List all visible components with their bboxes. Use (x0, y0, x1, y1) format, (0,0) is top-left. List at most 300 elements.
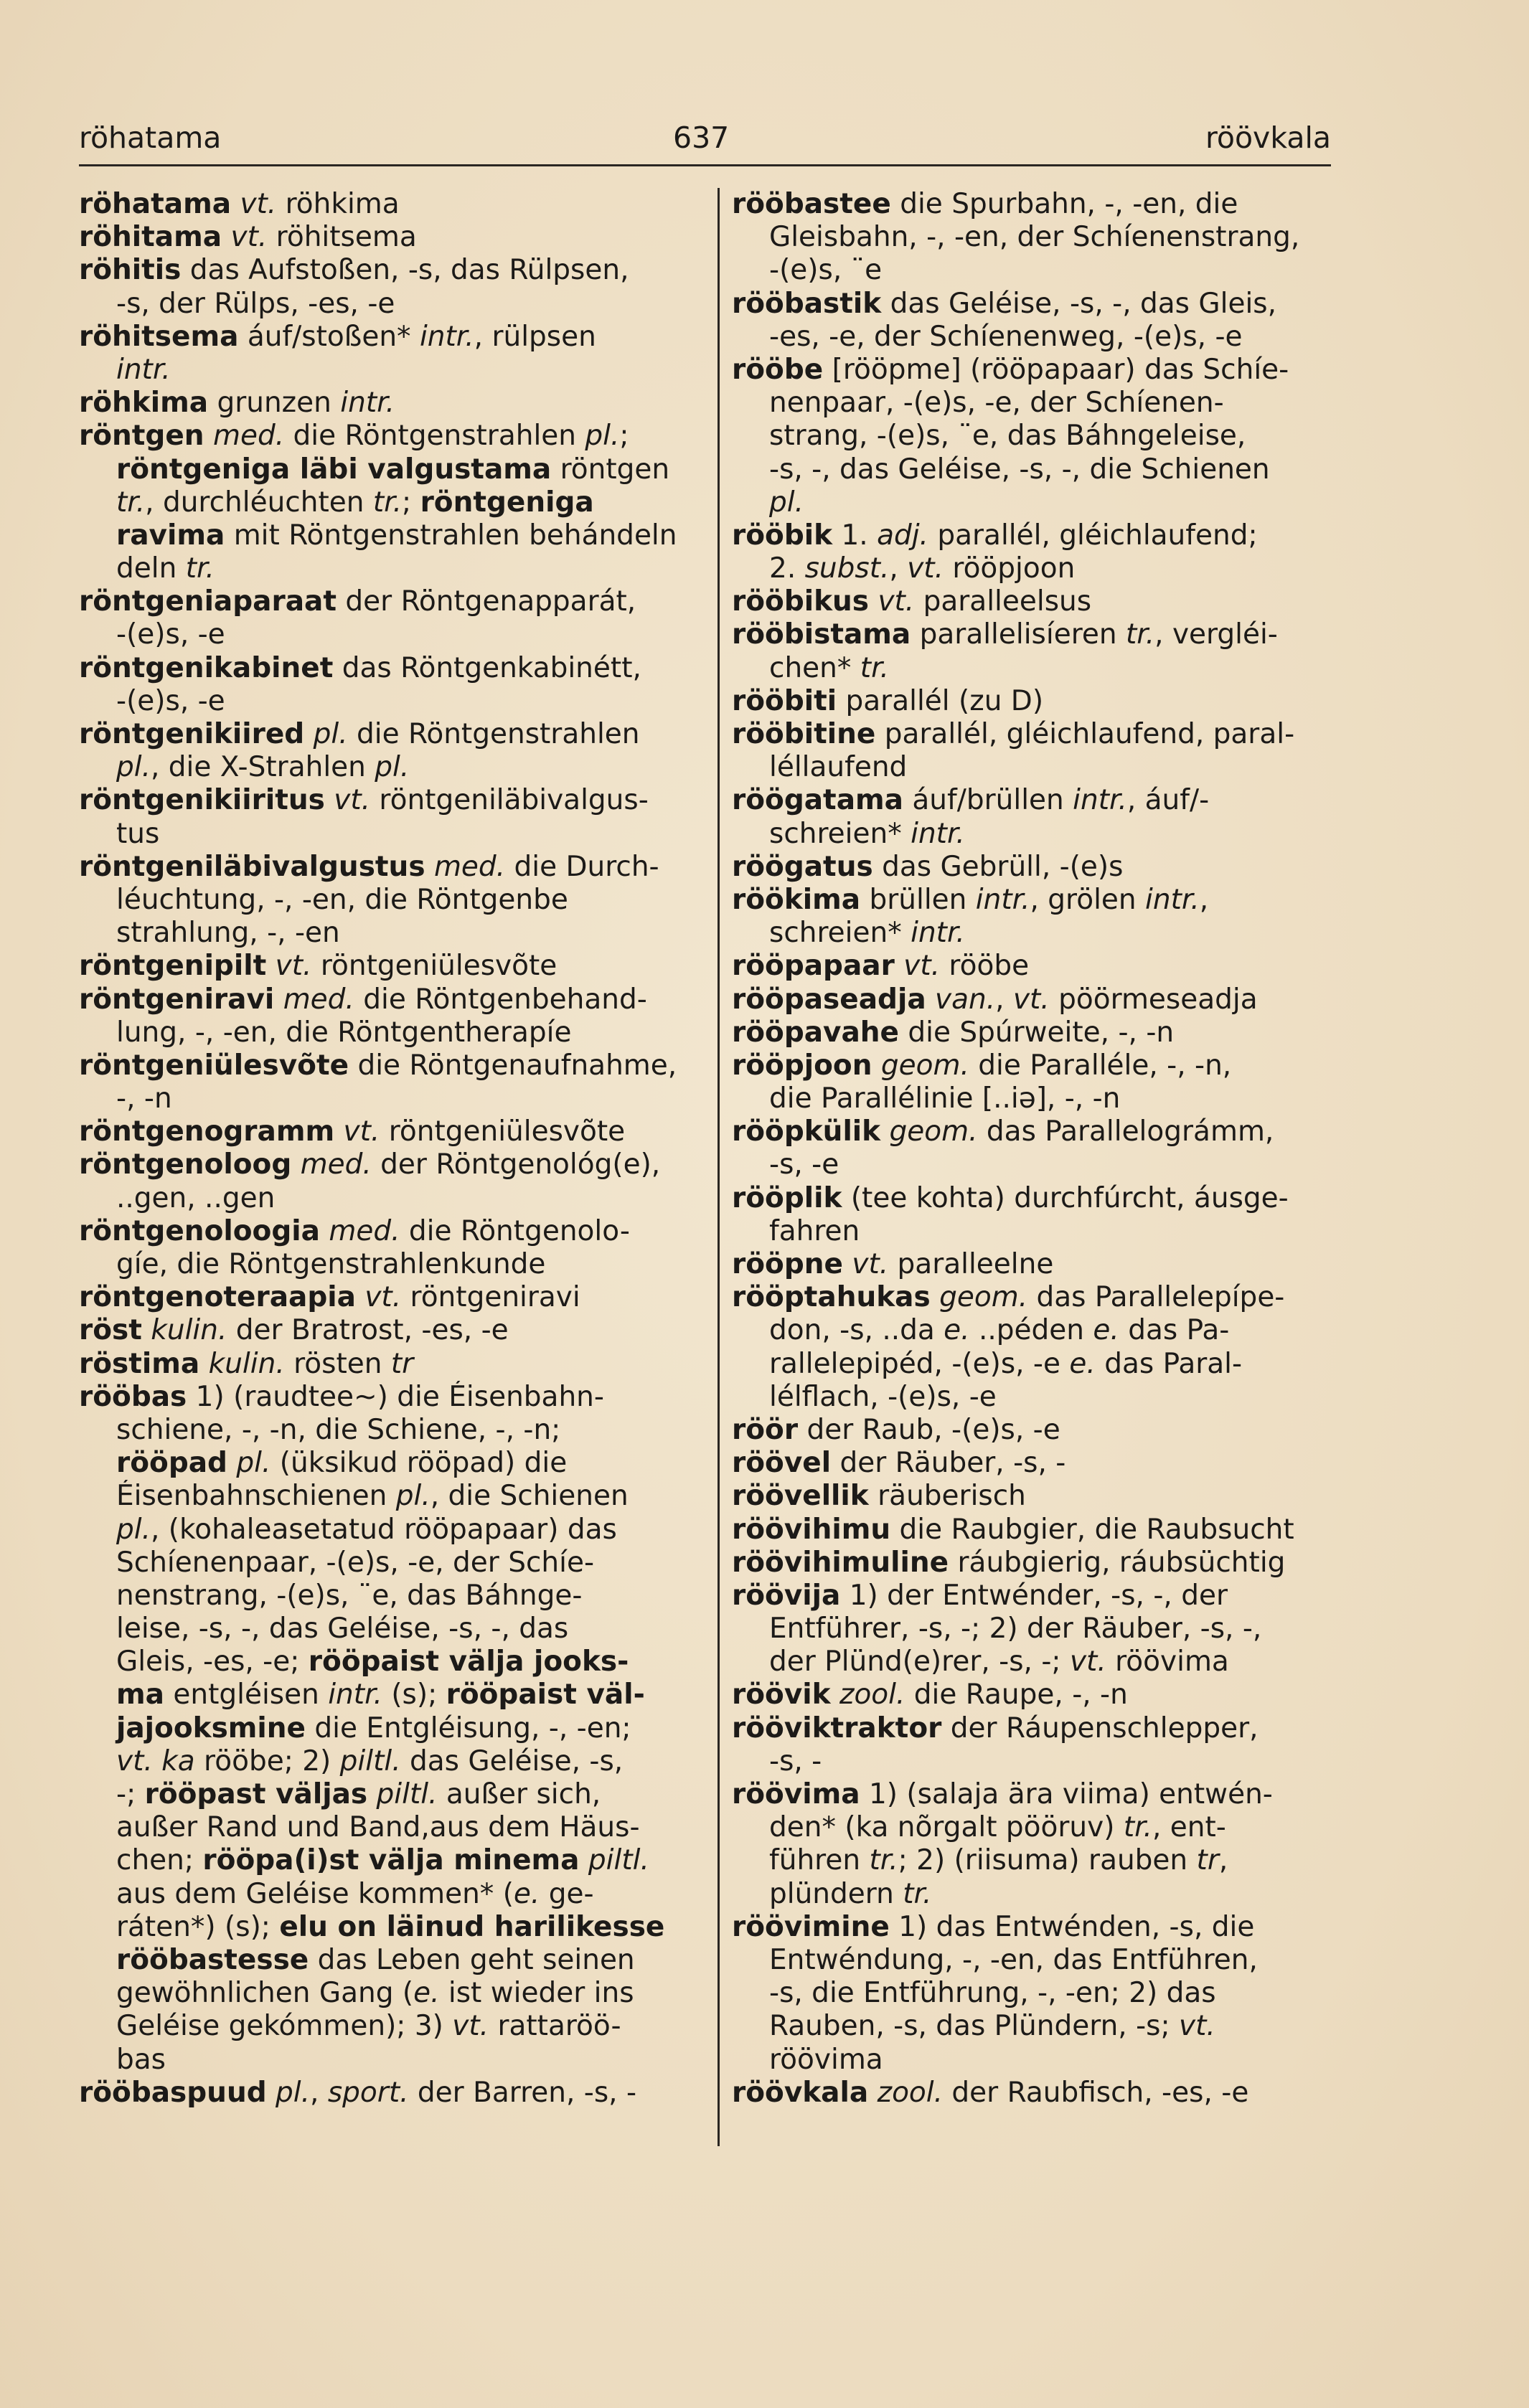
definition-text: das Pa- (1119, 1314, 1230, 1347)
definition-text (880, 1115, 889, 1148)
headword: röövija (732, 1579, 841, 1612)
entry-line (79, 1778, 687, 1811)
entry-line (732, 453, 1332, 486)
headword: röst (79, 1314, 142, 1347)
entry-line (732, 818, 1332, 851)
grammar-label: van. (935, 983, 996, 1016)
grammar-label: med. (212, 420, 285, 453)
grammar-label: intr. (1145, 883, 1200, 916)
headword: rööbiti (732, 684, 837, 717)
grammar-label: pl. (236, 1447, 271, 1480)
grammar-label: intr. (911, 917, 965, 950)
entry-line (79, 486, 687, 519)
grammar-label: vt. (1179, 2010, 1215, 2043)
entry-line (732, 519, 1332, 552)
definition-text (931, 1281, 939, 1313)
grammar-label: vt. (452, 2010, 489, 2043)
definition-text: paralleelsus (914, 585, 1092, 618)
definition-text: lung, -, -en, die Röntgentherapíe (116, 1016, 572, 1049)
right-guide-word: röövkala (1205, 121, 1331, 155)
grammar-label: pl. (116, 1513, 151, 1546)
definition-text (367, 1778, 376, 1810)
headword: ma (116, 1678, 164, 1711)
entry-line (732, 652, 1332, 685)
definition-text (231, 188, 240, 220)
entry-line (732, 1049, 1332, 1082)
entry-line (732, 1646, 1332, 1678)
grammar-label: vt. (364, 1281, 402, 1314)
grammar-label: vt. (903, 950, 941, 983)
entry-line (79, 1712, 687, 1745)
headword: röhitama (79, 221, 222, 254)
definition-text: gíe, die Röntgenstrahlenkunde (116, 1248, 546, 1280)
definition-text: [rööpme] (rööpapaar) das Schíe- (823, 353, 1289, 386)
definition-text: Geléise gekómmen); 3) (116, 2010, 453, 2043)
entry-line (79, 1016, 687, 1049)
definition-text (325, 784, 334, 816)
entry-line (732, 851, 1332, 884)
grammar-label: pl. (313, 718, 348, 750)
column-divider (718, 188, 720, 2146)
entry-line (732, 1977, 1332, 2010)
definition-text (334, 1115, 343, 1148)
definition-text: der Barren, -s, - (408, 2076, 637, 2109)
definition-text: tus (116, 817, 160, 850)
headword: rööviktraktor (732, 1711, 942, 1744)
headword: röövik (732, 1678, 831, 1711)
definition-text (222, 221, 230, 253)
entry-line (79, 1514, 687, 1547)
headword: rööbik (732, 519, 833, 552)
header-rule (79, 164, 1331, 166)
definition-text: 1. (832, 519, 878, 552)
definition-text: Gleisbahn, -, -en, der Schíenenstrang, (769, 221, 1300, 254)
entry-line (79, 618, 687, 651)
entry-line (79, 1115, 687, 1148)
definition-text (204, 420, 213, 452)
entry-line (732, 420, 1332, 453)
grammar-label: tr. (185, 552, 215, 585)
definition-text: den* (ka nõrgalt pööruv) (769, 1811, 1124, 1844)
entry-line (79, 652, 687, 685)
definition-text: der Plünd(e)rer, -s, -; (769, 1646, 1070, 1678)
grammar-label: tr (1196, 1844, 1219, 1877)
definition-text: der Räuber, -s, - (831, 1447, 1066, 1480)
definition-text: röntgeniravi (401, 1281, 580, 1314)
entry-line (79, 221, 687, 254)
grammar-label: vt. ka (116, 1744, 195, 1777)
definition-text: , (1218, 1844, 1228, 1877)
definition-text: strahlung, -, -en (116, 917, 340, 950)
headword: röövihimu (732, 1513, 891, 1546)
entry-line (79, 288, 687, 321)
headword: röövimine (732, 1910, 890, 1943)
definition-text: schreien* (769, 917, 911, 950)
grammar-label: tr. (1126, 618, 1155, 651)
grammar-label: med. (300, 1148, 372, 1181)
grammar-label: pl. (395, 1480, 431, 1513)
definition-text: die Spúrweite, -, -n (899, 1016, 1175, 1049)
grammar-label: vt. (1012, 983, 1050, 1016)
headword: röövel (732, 1447, 832, 1480)
entry-line (79, 1381, 687, 1414)
entry-line (732, 585, 1332, 618)
headword: rööpne (732, 1248, 843, 1280)
headword: rööptahukas (732, 1281, 931, 1314)
headword: rööbistama (732, 618, 911, 651)
entry-line (79, 1049, 687, 1082)
left-column (79, 188, 687, 2146)
entry-line (79, 718, 687, 751)
definition-text: der Röntgenapparát, (337, 585, 636, 618)
definition-text: bas (116, 2043, 166, 2076)
definition-text: das Leben geht seinen (309, 1943, 635, 1976)
entry-line (732, 288, 1332, 321)
grammar-label: zool. (839, 1678, 905, 1711)
grammar-label: intr. (911, 817, 965, 850)
grammar-label: vt. (230, 221, 268, 254)
entry-line (732, 1182, 1332, 1215)
grammar-label: intr. (1073, 784, 1127, 817)
entry-line (79, 1148, 687, 1181)
headword: rööpaseadja (732, 983, 926, 1016)
entry-line (79, 453, 687, 486)
definition-text: , vergléi- (1154, 618, 1278, 651)
grammar-label: intr. (975, 883, 1030, 916)
entry-line (79, 1844, 687, 1877)
entry-line (732, 917, 1332, 950)
entry-line (732, 1381, 1332, 1414)
definition-text (291, 1148, 300, 1181)
entry-line (79, 552, 687, 585)
definition-text: röövima (1106, 1646, 1229, 1678)
entry-line (79, 1878, 687, 1911)
definition-text: paralleelne (888, 1248, 1054, 1280)
definition-text: Entführer, -s, -; 2) der Räuber, -s, -, (769, 1613, 1262, 1646)
definition-text: 1) das Entwénden, -s, die (889, 1910, 1255, 1943)
entry-line (732, 1547, 1332, 1580)
definition-text (304, 718, 313, 750)
headword: röhitis (79, 254, 182, 287)
entry-line (732, 1447, 1332, 1480)
entry-line (732, 1580, 1332, 1613)
entry-line (732, 2044, 1332, 2077)
grammar-label: intr. (328, 1678, 382, 1711)
entry-line (732, 751, 1332, 784)
definition-text: , (kohaleasetatud rööpapaar) das (151, 1513, 617, 1546)
grammar-label: vt. (343, 1115, 380, 1148)
entry-line (732, 1778, 1332, 1811)
headword: röntgeniläbivalgustus (79, 850, 425, 883)
entry-line (732, 718, 1332, 751)
headword: röntgeniravi (79, 983, 275, 1016)
definition-text (869, 585, 878, 618)
entry-line (732, 1215, 1332, 1248)
definition-text: die Spurbahn, -, -en, die (890, 188, 1238, 220)
definition-text: -s, der Rülps, -es, -e (116, 287, 395, 320)
entry-line (732, 188, 1332, 221)
definition-text: röntgen (551, 453, 670, 486)
definition-text (872, 1049, 880, 1082)
definition-text: röövima (769, 2043, 883, 2076)
grammar-label: med. (329, 1214, 400, 1247)
entry-line (79, 950, 687, 983)
entry-line (79, 2044, 687, 2077)
headword: rööpa(i)st välja minema (202, 1844, 580, 1877)
entry-line (732, 2077, 1332, 2110)
entry-line (732, 354, 1332, 387)
entry-line (79, 585, 687, 618)
definition-text: -(e)s, -e (116, 684, 225, 717)
definition-text: -, -n (116, 1082, 172, 1115)
grammar-label: intr. (116, 353, 171, 386)
headword: rööpavahe (732, 1016, 900, 1049)
entry-line (732, 1878, 1332, 1911)
definition-text: ; 2) (riisuma) rauben (898, 1844, 1197, 1877)
entry-line (79, 851, 687, 884)
headword: röökima (732, 883, 861, 916)
grammar-label: e. (944, 1314, 970, 1347)
headword: röhatama (79, 188, 232, 220)
headword: jajooksmine (116, 1711, 306, 1744)
definition-text: -; (116, 1778, 145, 1810)
definition-text: ; (619, 420, 629, 453)
definition-text: ge- (540, 1877, 594, 1910)
definition-text: , durchléuchten (145, 486, 373, 519)
grammar-label: tr. (860, 651, 889, 684)
entry-line (732, 1911, 1332, 1944)
definition-text: röntgeniülesvõte (311, 950, 558, 983)
entry-line (79, 917, 687, 950)
definition-text: -s, -e (769, 1148, 839, 1181)
headword: röntgenipilt (79, 950, 267, 983)
grammar-label: vt. (275, 950, 312, 983)
definition-text: röntgeniülesvõte (380, 1115, 626, 1148)
definition-text (267, 2077, 276, 2109)
entry-line (79, 387, 687, 420)
entry-line (79, 254, 687, 287)
entry-line (732, 1844, 1332, 1877)
entry-line (79, 1678, 687, 1711)
definition-text: Entwéndung, -, -en, das Entführen, (769, 1943, 1258, 1976)
grammar-label: vt. (878, 585, 915, 618)
entry-line (732, 1745, 1332, 1778)
headword: röntgenogramm (79, 1115, 335, 1148)
definition-text: grunzen (208, 387, 341, 420)
definition-text: außer Rand und Band,aus dem Häus- (116, 1811, 640, 1844)
entry-line (732, 221, 1332, 254)
definition-text: -s, die Entführung, -, -en; 2) das (769, 1977, 1216, 2010)
definition-text: das Parallelepípe- (1027, 1281, 1285, 1314)
entry-line (732, 321, 1332, 354)
entry-line (732, 1348, 1332, 1381)
grammar-label: tr. (372, 486, 403, 519)
definition-text (831, 1678, 839, 1711)
definition-text: , (995, 983, 1013, 1016)
definition-text: das Röntgenkabinétt, (333, 651, 641, 684)
definition-text: rööpjoon (944, 552, 1076, 585)
definition-text: die Röntgenstrahlen (284, 420, 585, 453)
definition-text: röntgeniläbivalgus- (370, 784, 649, 817)
definition-text: rattaröö- (489, 2010, 621, 2043)
grammar-label: pl. (585, 420, 620, 453)
definition-text (320, 1215, 329, 1247)
entry-line (732, 1811, 1332, 1844)
entry-line (79, 519, 687, 552)
definition-text: parallél (zu D) (837, 684, 1044, 717)
definition-text (199, 1348, 208, 1380)
definition-text: 1) der Entwénder, -s, -, der (840, 1579, 1228, 1612)
definition-text: ist wieder ins (439, 1977, 634, 2010)
grammar-label: kulin. (151, 1314, 227, 1347)
headword: rööbas (79, 1380, 187, 1413)
entry-line (732, 254, 1332, 287)
headword: ravima (116, 519, 225, 552)
grammar-label: tr. (869, 1844, 898, 1877)
grammar-label: pl. (276, 2076, 311, 2109)
entry-line (79, 983, 687, 1016)
headword: rööpapaar (732, 950, 895, 983)
entry-line (732, 950, 1332, 983)
headword: rööpaist välja jooks- (308, 1646, 629, 1678)
entry-line (732, 983, 1332, 1016)
definition-text: ráubgierig, ráubsüchtig (949, 1546, 1286, 1579)
headword: röövkala (732, 2076, 869, 2109)
headword: rööbe (732, 353, 824, 386)
grammar-label: piltl. (339, 1744, 401, 1777)
headword: röntgenikabinet (79, 651, 334, 684)
entry-line (732, 1016, 1332, 1049)
definition-text: das Parallelográmm, (977, 1115, 1274, 1148)
entry-line (79, 1480, 687, 1513)
definition-text: schiene, -, -n, die Schiene, -, -n; (116, 1413, 561, 1446)
entry-line (732, 1678, 1332, 1711)
definition-text (895, 950, 903, 982)
entry-line (79, 1977, 687, 2010)
definition-text: -es, -e, der Schíenenweg, -(e)s, -e (769, 320, 1243, 353)
definition-text: der Bratrost, -es, -e (227, 1314, 509, 1347)
definition-text: parallél, gléichlaufend; (928, 519, 1258, 552)
grammar-label: piltl. (376, 1778, 438, 1810)
definition-text: die Röntgenstrahlen (347, 718, 640, 750)
entry-line (732, 1314, 1332, 1347)
entry-line (79, 420, 687, 453)
headword: rööpad (116, 1447, 227, 1480)
definition-text: die Raupe, -, -n (905, 1678, 1128, 1711)
entry-line (732, 1944, 1332, 1977)
definition-text: áuf/brüllen (903, 784, 1073, 817)
entry-line (732, 1514, 1332, 1547)
definition-text: , (310, 2076, 328, 2109)
entry-line (732, 1480, 1332, 1513)
grammar-label: tr. (903, 1877, 932, 1910)
definition-text: , die Schienen (430, 1480, 629, 1513)
entry-line (79, 1414, 687, 1447)
definition-text: 2. (769, 552, 805, 585)
grammar-label: tr. (116, 486, 146, 519)
grammar-label: tr (390, 1347, 414, 1380)
entry-line (732, 1115, 1332, 1148)
definition-text: der Raubfisch, -es, -e (943, 2076, 1249, 2109)
definition-text: rallelepipéd, -(e)s, -e (769, 1347, 1070, 1380)
grammar-label: vt. (334, 784, 371, 817)
entry-line (732, 884, 1332, 917)
definition-text: die Röntgenolo- (400, 1214, 630, 1247)
headword: röntgeniülesvõte (79, 1049, 349, 1082)
definition-text (843, 1248, 852, 1280)
entry-line (732, 1082, 1332, 1115)
entry-line (79, 1248, 687, 1281)
page-header (79, 116, 1331, 166)
entry-line (79, 784, 687, 817)
headword: rööplik (732, 1181, 842, 1214)
definition-text: rösten (284, 1347, 391, 1380)
entry-line (79, 1911, 687, 1944)
definition-text: 1) (salaja ära viima) entwén- (860, 1778, 1273, 1810)
definition-text: parallelisíeren (911, 618, 1126, 651)
definition-text (868, 2077, 877, 2109)
definition-text: die Parallélinie [..iə], -, -n (769, 1082, 1121, 1115)
entry-line (79, 751, 687, 784)
definition-text: (üksikud rööpad) die (270, 1447, 568, 1480)
definition-text: Rauben, -s, das Plündern, -s; (769, 2010, 1180, 2043)
definition-text (356, 1281, 364, 1313)
headword: röövellik (732, 1480, 869, 1513)
definition-text: das Aufstoßen, -s, das Rülpsen, (181, 254, 629, 287)
definition-text: die Röntgenbehand- (354, 983, 647, 1016)
headword: rööbaspuud (79, 2076, 267, 2109)
grammar-label: e. (513, 1877, 540, 1910)
entry-line (732, 1414, 1332, 1447)
entry-line (79, 1314, 687, 1347)
definition-text (425, 851, 434, 883)
headword: rööbitine (732, 718, 876, 750)
headword: rööpkülik (732, 1115, 881, 1148)
entry-line (732, 2010, 1332, 2043)
definition-text: aus dem Geléise kommen* ( (116, 1877, 514, 1910)
definition-text: lélflach, -(e)s, -e (769, 1380, 997, 1413)
definition-text: -s, -, das Geléise, -s, -, die Schienen (769, 453, 1270, 486)
grammar-label: e. (1093, 1314, 1119, 1347)
definition-text: röhkima (276, 188, 400, 220)
definition-text: don, -s, ..da (769, 1314, 944, 1347)
headword: rööbastesse (116, 1943, 309, 1976)
definition-text: , áuf/- (1126, 784, 1210, 817)
definition-text: deln (116, 552, 186, 585)
definition-text: brüllen (860, 883, 976, 916)
definition-text: räuberisch (868, 1480, 1026, 1513)
grammar-label: med. (283, 983, 354, 1016)
grammar-label: pl. (375, 751, 410, 784)
grammar-label: zool. (877, 2076, 944, 2109)
headword: rööbastee (732, 188, 891, 220)
definition-text: , ent- (1152, 1811, 1226, 1844)
grammar-label: vt. (852, 1248, 889, 1280)
grammar-label: vt. (1069, 1646, 1106, 1678)
definition-text: -(e)s, ¨e (769, 254, 883, 287)
headword: röntgenoteraapia (79, 1281, 356, 1314)
entry-line (732, 1148, 1332, 1181)
entry-line (79, 1281, 687, 1314)
entry-line (79, 884, 687, 917)
headword: röövihimuline (732, 1546, 949, 1579)
headword: röntgenoloogia (79, 1214, 320, 1247)
grammar-label: geom. (939, 1281, 1028, 1314)
entry-line (79, 1745, 687, 1778)
definition-text: chen* (769, 651, 860, 684)
page-number: 637 (673, 121, 730, 155)
definition-text: mit Röntgenstrahlen behándeln (225, 519, 677, 552)
